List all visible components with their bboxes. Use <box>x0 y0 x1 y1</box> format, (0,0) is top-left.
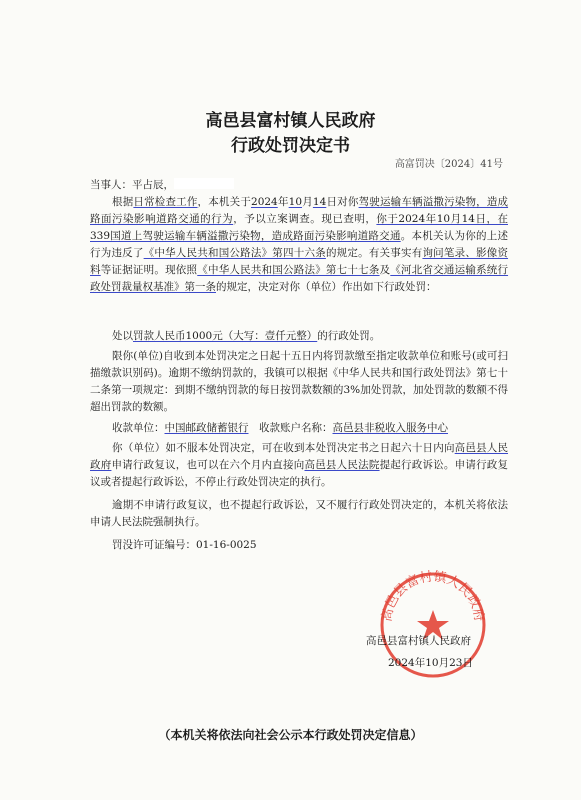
court-name: 高邑县人民法院 <box>304 459 380 471</box>
public-disclosure-notice: （本机关将依法向社会公示本行政处罚决定信息） <box>158 728 423 742</box>
text-segment: 及 <box>379 264 391 276</box>
seal-text-path: 高邑县富村镇人民政府 <box>379 570 487 623</box>
text-segment: 申请行政复议，也可以在六个月内直接向 <box>111 459 305 471</box>
filled-field: 《河北省交通运输系统行政处罚裁量权基准》第一条 <box>90 264 509 293</box>
signing-authority: 高邑县富村镇人民政府 <box>366 635 471 647</box>
receipt-account-line <box>90 420 508 437</box>
penalty-paragraph <box>90 328 508 345</box>
filled-field: 日常检查工作 <box>133 196 198 208</box>
receiving-bank: 中国邮政储蓄银行 <box>164 422 249 434</box>
text-segment: 日对你 <box>326 196 359 208</box>
filled-field: 10 <box>288 196 303 208</box>
text-segment: 提起行政诉讼。申请行政复议或者提起行政诉讼，不停止行政处罚决定的执行。 <box>90 459 509 488</box>
review-authority: 高邑县人民政府 <box>90 442 509 471</box>
text-segment: 你（单位）如不服本处罚决定，可在收到本处罚决定书之日起六十日内向 <box>112 442 455 454</box>
permit-number: 罚没许可证编号：01-16-0025 <box>112 539 257 551</box>
text-segment: 年 <box>277 196 289 208</box>
authority-title: 高邑县富村镇人民政府 <box>205 111 376 131</box>
filled-field: 你于2024年10月14日，在339国道上驾驶运输车辆溢撒污染物，造成路面污染影响道路交通 <box>90 213 508 242</box>
signing-date: 2024年10月23日 <box>388 657 473 669</box>
text-segment: 的规定，决定对你（单位）作出如下行政处罚： <box>216 281 437 293</box>
text-segment: 收款账户名称： <box>259 422 333 434</box>
document-title: 行政处罚决定书 <box>231 136 350 156</box>
filled-field: 《中华人民共和国公路法》第七十七条 <box>197 264 380 276</box>
text-segment: 等证据证明。现依照 <box>100 264 198 276</box>
enforcement-paragraph: 逾期不申请行政复议，也不提起行政诉讼，又不履行行政处罚决定的，本机关将依法申请人民法院强制执行。 <box>90 499 508 528</box>
facts-paragraph <box>90 194 508 296</box>
party-text: 当事人：平占辰， <box>90 179 174 191</box>
filled-field: 询问笔录、影像资料 <box>90 247 509 276</box>
filled-field: 驾驶运输车辆溢撒污染物，造成路面污染影响道路交通的行为 <box>90 196 509 225</box>
penalty-amount: 罚款人民币1000元（大写：壹仟元整） <box>133 330 318 342</box>
text-segment: 的规定。有关事实有 <box>325 247 423 259</box>
text-segment: 的行政处罚。 <box>317 330 381 342</box>
filled-field: 14 <box>312 196 327 208</box>
text-segment: 处以 <box>112 330 133 342</box>
text-segment: ，本机关于 <box>197 196 252 208</box>
filled-field: 《中华人民共和国公路法》第四十六条 <box>143 247 326 259</box>
text-segment: 。本机关认为你的上述行为违反了 <box>90 230 509 259</box>
document-number: 高富罚决〔2024〕41号 <box>394 159 503 170</box>
receiving-account-name: 高邑县非税收入服务中心 <box>332 422 448 434</box>
text-segment: 收款单位： <box>112 422 165 434</box>
redacted-id <box>174 178 234 189</box>
appeal-paragraph <box>90 440 508 491</box>
signature-block <box>366 630 473 674</box>
filled-field: 2024 <box>251 196 278 208</box>
text-segment: ，予以立案调查。现已查明， <box>233 213 377 225</box>
party-line <box>90 177 508 194</box>
payment-deadline-paragraph: 限你(单位)自收到本处罚决定之日起十五日内将罚款缴至指定收款单位和账号(或可扫描缴款识别码)。逾期不缴纳罚款的，我镇可以根据《中华人民共和国行政处罚法》第七十二条第一项规定：到期不缴纳罚款的每日按罚款数额的3%加处罚款，加处罚款的数额不得超出罚款的数额。 <box>90 350 508 413</box>
text-segment: 月 <box>302 196 313 208</box>
text-segment: 根据 <box>112 196 134 208</box>
